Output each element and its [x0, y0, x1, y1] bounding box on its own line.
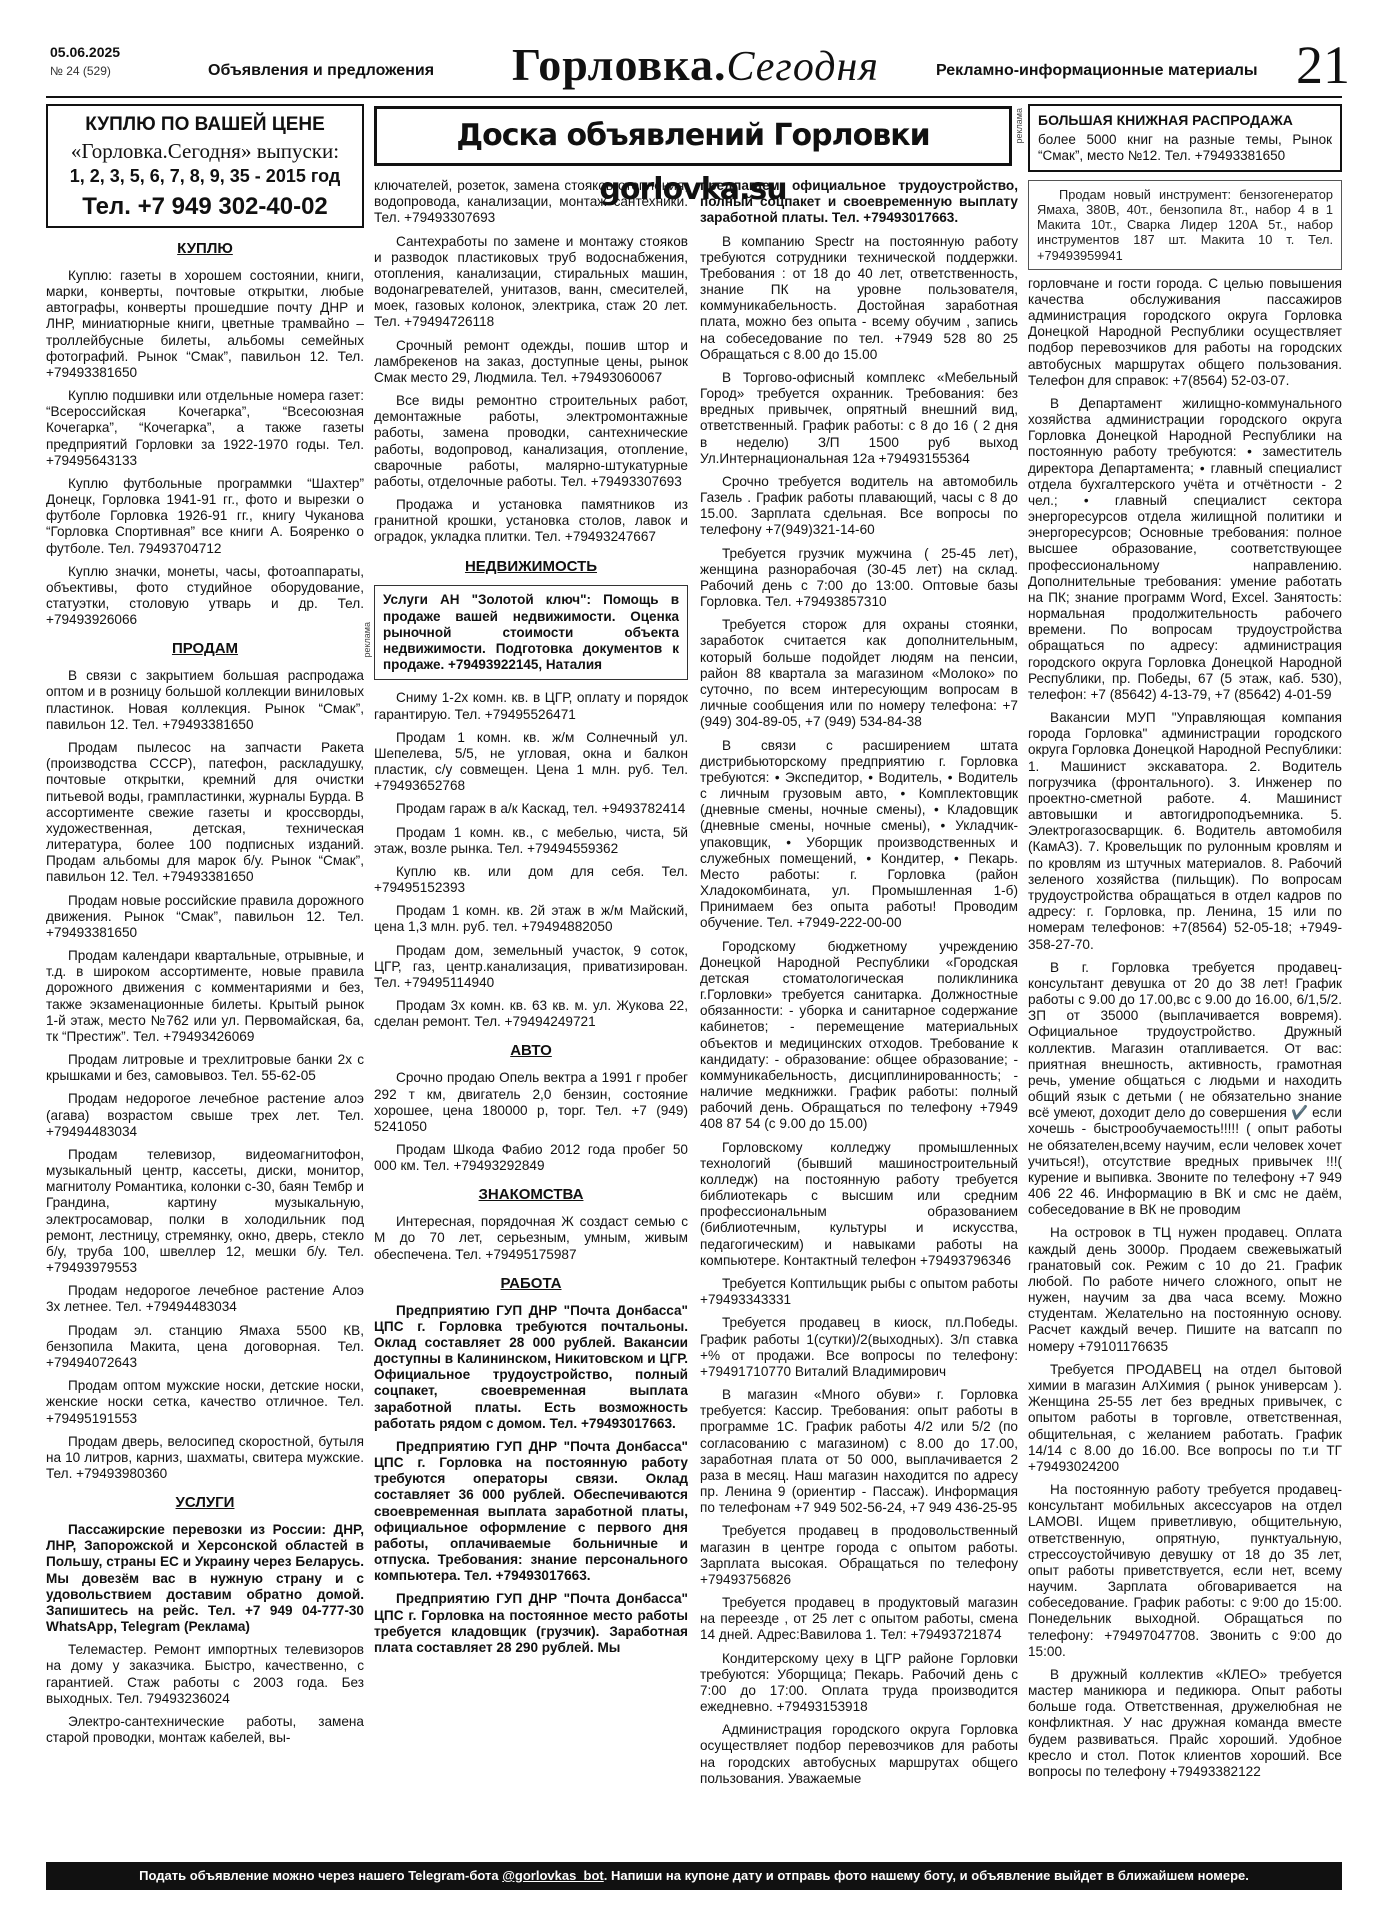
buy-box-phone: Тел. +7 949 302-40-02 — [82, 193, 328, 220]
ad-item-featured: Предприятию ГУП ДНР "Почта Донбасса" ЦПС г. Горловка на постоянную работу требуются операторы связи. Оклад составляет 36 000 рублей. Обеспечиваются своевременная выплата заработной платы, официальное оформление с первого дня работы, оплачиваемые больничные и отпуска. Требования: знание персонального компьютера. Тел. +79493017663. — [374, 1438, 688, 1584]
ad-item: Требуется продавец в продовольственный магазин в центре города с опытом работы. Зарплата высокая. Обращаться по телефону +79493756826 — [700, 1523, 1018, 1587]
section-left-title: Объявления и предложения — [208, 62, 435, 79]
heading-sell: ПРОДАМ — [171, 640, 239, 658]
ad-item: Продам недорогое лечебное растение Алоэ 3х летнее. Тел. +79494483034 — [46, 1283, 364, 1315]
ad-item: Горловскому колледжу промышленных технологий (бывший машиностроительный колледж) на постоянную работу требуется библиотекарь с высшим или средним профессиональным образованием (библиотечным, культуры и искусства, педагогическим) и навыками работы на компьютере. Контактный телефон +79493796346 — [700, 1139, 1018, 1268]
ad-item: Сниму 1-2х комн. кв. в ЦГР, оплату и порядок гарантирую. Тел. +79495526471 — [374, 690, 688, 722]
ad-item: Продам 3х комн. кв. 63 кв. м. ул. Жукова 22, сделан ремонт. Тел. +79494249721 — [374, 998, 688, 1030]
ad-item: Требуется грузчик мужчина ( 25-45 лет), женщина разнорабочая (30-45 лет) на склад. Рабочий день с 7:00 до 13:00. Оптовые базы Горловка. Тел. +79493857310 — [700, 545, 1018, 610]
book-sale-text: более 5000 книг на разные темы, Рынок “Смак”, место №12. Тел. +79493381650 — [1038, 131, 1332, 163]
ad-item: Требуется Коптильщик рыбы с опытом работы +79493343331 — [700, 1276, 1018, 1308]
ad-item: В связи с закрытием большая распродажа оптом и в розницу большой коллекции виниловых пластинок. Новая коллекция. Рынок “Смак”, павильон 12. Тел. +79493381650 — [46, 668, 364, 732]
footer-text-post: . Напиши на купоне дату и отправь фото нашему боту, и объявление выйдет в ближайшем номере. — [603, 1868, 1249, 1883]
section-right-title: Рекламно-информационные материалы — [936, 62, 1258, 79]
page-number: 21 — [1296, 35, 1350, 95]
ad-item: Электро-сантехнические работы, замена старой проводки, монтаж кабелей, вы- — [46, 1713, 364, 1746]
ad-item: Сантехработы по замене и монтажу стояков и разводок пластиковых труб водоснабжения, отопления, канализации, стиральных машин, водонагревателей, унитазов, ванн, смесителей, моек, газовых колонок, электрика, стаж 20 лет. Тел. +79494726118 — [374, 233, 688, 330]
ad-item: Куплю: газеты в хорошем состоянии, книги, марки, конверты, почтовые открытки, любые автографы, конверты прошедшие почту ДНР и ЛНР, миниатюрные книги, цветные трамвайно – троллейбусные билеты, альбомы семейных фотографий. Рынок “Смак”, павильон 12. Тел. +79493381650 — [46, 267, 364, 380]
ad-item: Куплю кв. или дом для себя. Тел. +79495152393 — [374, 863, 688, 896]
footer-text-pre: Подать объявление можно через нашего Telegram-бота — [139, 1868, 503, 1883]
banner-ad-tag: реклама — [1014, 108, 1024, 144]
ad-item: В г. Горловка требуется продавец-консультант девушка от 20 до 38 лет! График работы с 9.00 до 17.00,вс с 9.00 до 16.00, 6/1,5/2. ЗП от 35000 (выплачивается вовремя). Официальное трудоустройство. Дружный коллектив. Магазин отапливается. От вас: приятная внешность, активность, грамотная речь, умение общаться с людьми и находить общий язык с детьми ( не обязательно знание всё умеют, доходит дело до совершения ✔️ если хочешь - быстрообучаемость!!!!! ( опыт работы не обязателен,всему научим, если человек хочет учиться!), отсутствие вредных привычек !!!( курение и выпивка. Звоните по телефону +7 949 406 22 46. Информацию в ВК и смс не даём, собеседование в ВК не проводим — [1028, 959, 1342, 1218]
ad-item: Требуется сторож для охраны стоянки, заработок считается как дополнительным, который больше подойдет людям на пенсии, район 88 квартала за магазином «Молоко» по суточно, по всем интересующим вопросам в личные сообщения или по номеру телефона: +7 (949) 304-89-05, +7 (949) 534-84-38 — [700, 617, 1018, 730]
heading-work: РАБОТА — [500, 1274, 562, 1292]
ad-item: Продам Шкода Фабио 2012 года пробег 50 000 км. Тел. +79493292849 — [374, 1142, 688, 1174]
ad-item-featured: предлагаем официальное трудоустройство, полный соцпакет и своевременную выплату заработной платы. Тел. +79493017663. — [700, 178, 1018, 226]
ad-item: Срочный ремонт одежды, пошив штор и ламбрекенов на заказ, доступные цены, рынок Смак место 29, Людмила. Тел. +79493060067 — [374, 337, 688, 385]
ad-item: Продам 1 комн. кв. 2й этаж в ж/м Майский, цена 1,3 млн. руб. тел. +79494882050 — [374, 903, 688, 935]
heading-buy: КУПЛЮ — [177, 240, 233, 257]
ad-item: В Торгово-офисный комплекс «Мебельный Город» требуется охранник. Требования: без вредных привычек, опрятный внешний вид, ответственный. График работы: с 8 до 16 ( 2 дня в неделю) З/П 1500 руб выход Ул.Интернациональная 12а +79493155364 — [700, 369, 1018, 466]
ad-item: Требуется ПРОДАВЕЦ на отдел бытовой химии в магазин АлХимия ( рынок универсам ). Женщина 25-55 лет без вредных привычек, с опытом работы в торговле, ответственная, общительная, с желанием работать. График 14/14 с 8.00 до 16.00. Все вопросы по т.и ТГ +79493024200 — [1028, 1361, 1342, 1474]
ad-item: На островок в ТЦ нужен продавец. Оплата каждый день 3000р. Продаем свежевыжатый гранатовый сок. Режим с 10 до 21. График любой. По работе ничего сложного, опыт не нужен, научим за два часа всему. Можно студентам. Желательно на постоянную основу. Расчет каждый вечер. Пишите на ватсапп по номеру +79101176635 — [1028, 1225, 1342, 1354]
ad-item: Вакансии МУП "Управляющая компания города Горловка" администрации городского округа Горловка Донецкой Народной Республики: 1. Машинист экскаватора. 2. Водитель погрузчика (фронтального). 3. Инженер по проектно-сметной работе. 4. Машинист автовышки и автогидроподъемника. 5. Электрогазосварщик. 6. Водитель автомобиля (КамАЗ). 7. Кровельщик по рулонным кровлям и по кровлям из штучных материалов. 8. Рабочий зеленого хозяйства (пильщик). По вопросам трудоустройства обращаться в отдел кадров по адресу: г. Горловка, пр. Ленина, 15 или по номерам телефонов: +7(8564) 52-05-18; +7949-358-27-70. — [1028, 710, 1342, 952]
ad-item: Куплю футбольные программки “Шахтер” Донецк, Горловка 1941-91 гг., фото и вырезки о футболе Горловка 1926-91 гг., книгу Чуканова “Горловка Спортивная” все книги А. Бояренко о футболе. Тел. 79493704712 — [46, 475, 364, 556]
column-2 — [374, 178, 688, 1663]
ad-item: В Департамент жилищно-коммунального хозяйства администрации городского округа Горловка Донецкой Народной Республики на постоянную работу требуются: • заместитель директора Департамента; • главный специалист отдела бухгалтерского учёта и отчётности - 2 чел.; • главный специалист сектора энергоресурсов отдела жилищной политики и энергоресурсов; Основные требования: полное высшее образование, соответствующее профессиональному направлению. Дополнительные требования: умение работать на ПК; знание программ Word, Excel. Занятость: нормальная продолжительность рабочего времени. По вопросам трудоустройства обращаться по адресу: администрация городского округа Горловка Донецкой Народной Республики, пр. Победы, 67 (5 этаж, каб. 530), телефон: +7 (85642) 4-13-79, +7 (85642) 4-01-59 — [1028, 395, 1342, 702]
ad-item: Продам новые российские правила дорожного движения. Рынок “Смак”, павильон 12. Тел. +79493381650 — [46, 892, 364, 940]
column-3 — [700, 178, 1018, 1794]
ad-item: Продам дверь, велосипед скоростной, бутыля на 10 литров, карниз, шахматы, свитера мужские. Тел. +79493980360 — [46, 1433, 364, 1482]
ad-item-featured: Предприятию ГУП ДНР "Почта Донбасса" ЦПС г. Горловка на постоянное место работы требуется кладовщик (грузчик). Заработная плата составляет 28 290 рублей. Мы — [374, 1591, 688, 1655]
book-sale-title: БОЛЬШАЯ КНИЖНАЯ РАСПРОДАЖА — [1038, 112, 1293, 128]
ad-item: Продам недорогое лечебное растение алоэ (агава) возрастом свыше трех лет. Тел. +79494483034 — [46, 1091, 364, 1139]
ad-item: Продам дом, земельный участок, 9 соток, ЦГР, газ, центр.канализация, приватизирован. Тел. +79495114940 — [374, 942, 688, 990]
logo-script: Сегодня — [726, 44, 879, 90]
ad-item: Администрация городского округа Горловка осуществляет подбор перевозчиков для работы на городских автобусных маршрутах общего пользования. Уважаемые — [700, 1722, 1018, 1786]
ad-item: В компанию Spectr на постоянную работу требуются сотрудники технической поддержки. Требования : от 18 до 40 лет, ответственность, знание ПК на уровне пользователя, коммуникабельность. Достойная заработная плата, можно без опыта - всему обучим , запись на собеседование по тел. +7949 528 80 25 Обращаться с 8.00 до 15.00 — [700, 233, 1018, 362]
ad-item: Кондитерскому цеху в ЦГР районе Горловки требуются: Уборщица; Пекарь. Рабочий день с 7:00 до 17:00. Оплата труда производится ежедневно. +79493153918 — [700, 1650, 1018, 1715]
ad-item: Интересная, порядочная Ж создаст семью с М до 70 лет, серьезным, умным, живым обеспечена. Тел. +79495175987 — [374, 1214, 688, 1262]
column-1 — [46, 104, 364, 1753]
heading-auto: АВТО — [510, 1042, 552, 1060]
ad-item: Продам эл. станцию Ямаха 5500 КВ, бензопила Макита, цена договорная. Тел. +79494072643 — [46, 1322, 364, 1370]
column-4 — [1028, 104, 1342, 1787]
ad-item: Продажа и установка памятников из гранитной крошки, установка столов, лавок и оградок, укладка плитки. Тел. +79493247667 — [374, 497, 688, 545]
buy-issues-box — [46, 104, 364, 228]
heading-dating: ЗНАКОМСТВА — [478, 1186, 584, 1204]
ad-item: Продам оптом мужские носки, детские носки, женские носки сетка, качество отличное. Тел. +79495191553 — [46, 1378, 364, 1426]
ad-item: На постоянную работу требуется продавец-консультант мобильных аксессуаров на отдел LAMOBI. Ищем приветливую, общительную, ответственную, опрятную, пунктуальную, стрессоустойчивую девушку от 18 до 35 лет, опыт работы приветствуется, если нет, всему научим. Зарплата обговаривается на собеседование. График работы: с 9:00 до 15:00. Понедельник выходной. Обращаться по телефону: +79497047708. Звонить с 9:00 до 15:00. — [1028, 1482, 1342, 1659]
newspaper-logo — [512, 38, 879, 91]
ad-item: Городскому бюджетному учреждению Донецкой Народной Республики «Городская детская стоматологическая поликлиника г.Горловки» требуется санитарка. Должностные обязанности: - уборка и санитарное содержание кабинетов; - перемещение материальных объектов и медицинских отходов. Требование к кандидату: - образование: общее образование; - коммуникабельность, дисциплинированность; - наличие медкнижки. График работы: полный рабочий день. Обращаться по телефону +7949 408 87 54 (с 9.00 до 15.00) — [700, 938, 1018, 1132]
ad-item: Продам литровые и трехлитровые банки 2х с крышками и без, самовывоз. Тел. 55-62-05 — [46, 1052, 364, 1084]
heading-realty: НЕДВИЖИМОСТЬ — [464, 557, 598, 575]
ad-item: Срочно продаю Опель вектра а 1991 г пробег 292 т км, двигатель 2,0 бензин, состояние хорошее, цена 180000 р, торг. Тел. +7 (949) 5241050 — [374, 1070, 688, 1134]
buy-box-subtitle: «Горловка.Сегодня» выпуски: — [70, 138, 340, 163]
tools-sale-box: Продам новый инструмент: бензогенератор Ямаха, 380В, 40т., бензопила 8т., набор 4 в 1 Макита 10т., Сварка Лидер 120А 5т., набор инструментов 187 шт. Макита 10 т. Тел. +79493959941 — [1028, 180, 1342, 269]
ad-item: Требуется продавец в киоск, пл.Победы. График работы 1(сутки)/2(выходных). З/п ставка +% от продажи. Все вопросы по телефону: +79491710770 Виталий Владимирович — [700, 1315, 1018, 1379]
buy-box-issues: 1, 2, 3, 5, 6, 7, 8, 9, 35 - 2015 год — [69, 165, 341, 186]
issue-number: № 24 (529) — [50, 64, 111, 78]
ad-item: Все виды ремонтно строительных работ, демонтажные работы, электромонтажные работы, замена проводки, сантехнические работы, водопровод, канализация, отопление, сварочные работы, малярно-штукатурные работы, отделочные работы. Тел. +79493307693 — [374, 393, 688, 489]
ad-item: Срочно требуется водитель на автомобиль Газель . График работы плавающий, часы с 8 до 15.00. Зарплата сдельная. Все вопросы по телефону +7(949)321-14-60 — [700, 473, 1018, 538]
ad-item: Продам телевизор, видеомагнитофон, музыкальный центр, кассеты, диски, монитор, магнитолу Романтика, колонки с-30, баян Тембр и Грандина, картину музыкальную, электросамовар, полки в холодильник под ремонт, лестницу, стремянку, окно, дверь, стекло б/у, труба 100, швеллер 12, мешки б/у. Тел. +79493979553 — [46, 1146, 364, 1276]
footer-telegram-bar — [46, 1862, 1342, 1890]
ad-item-featured: Пассажирские перевозки из России: ДНР, ЛНР, Запорожской и Херсонской областей в Польшу, страны ЕС и Украину через Беларусь. Мы довезём вас в нужную страну и с удовольствием доставим обратно домой. Запишитесь на рейс. Тел. +7 949 04-777-30 WhatsApp, Telegram (Реклама) — [46, 1522, 364, 1635]
ad-item-featured: Предприятию ГУП ДНР "Почта Донбасса" ЦПС г. Горловка требуются почтальоны. Оклад составляет 28 000 рублей. Вакансии доступны в Калининском, Никитовском и ЦГР. Официальное трудоустройство, полный соцпакет, своевременная выплата заработной платы. Есть возможность работать рядом с домом. Тел. +79493017663. — [374, 1302, 688, 1431]
buy-box-title: КУПЛЮ ПО ВАШЕЙ ЦЕНЕ — [85, 114, 325, 135]
ad-item: Телемастер. Ремонт импортных телевизоров на дому у заказчика. Быстро, качественно, с гарантией. Стаж работы с 2003 года. Без выходных. Тел. 79493236024 — [46, 1642, 364, 1706]
ad-item: Продам 1 комн. кв. ж/м Солнечный ул. Шепелева, 5/5, не угловая, окна и балкон пластик, с/у совмещен. Цена 1 млн. руб. Тел. +79493652768 — [374, 729, 688, 794]
ad-item: Продам пылесос на запчасти Ракета (производства СССР), патефон, раскладушку, почтовые открытки, кремний для очистки питьевой воды, грампластинки, журналы Бурда. В ассортименте свежие газеты и кроссворды, художественная, детская, техническая литература, более 100 подписных изданий. Продам альбомы для марок б/у. Рынок “Смак”, павильон 12. Тел. +79493381650 — [46, 739, 364, 885]
ad-item: Куплю подшивки или отдельные номера газет: “Всероссийская Кочегарка”, “Всесоюзная Кочегарка”, “Кочегарка”, а также газеты предприятий Горловки за 1922-1970 годы. Тел. +79495643133 — [46, 388, 364, 468]
ad-item: В дружный коллектив «КЛЕО» требуется мастер маникюра и педикюра. Опыт работы больше года. Ответственная, дружелюбная не конфликтная. У нас дружная команда вместе будем развиваться. Прайс хороший. Удобное кресло и стол. Поток клиентов хороший. Все вопросы по телефону +79493382122 — [1028, 1666, 1342, 1779]
book-sale-box — [1028, 104, 1342, 172]
ad-item: Продам календари квартальные, отрывные, и т.д. в широком ассортименте, новые правила дорожного движения с комментариями и без, также экзаменационные билеты. Крытый рынок 1-й этаж, место №762 или ул. Первомайская, 6а, тк “Престиж”. Тел. +79493426069 — [46, 948, 364, 1044]
ad-item: горловчане и гости города. С целью повышения качества обслуживания пассажиров администрация городского округа Горловка Донецкой Народной Республики осуществляет подбор перевозчиков для работы на городских автобусных маршрутах общего пользования. Телефон для справок: +7(8564) 52-03-07. — [1028, 275, 1342, 388]
heading-services: УСЛУГИ — [175, 1494, 235, 1512]
board-banner: Доска объявлений Горловки gorlovka.su — [374, 106, 1012, 166]
issue-date: 05.06.2025 — [50, 44, 121, 60]
logo-main: Горловка. — [512, 39, 727, 90]
realty-agency-box: Услуги АН "Золотой ключ": Помощь в продаже вашей недвижимости. Оценка рыночной стоимости объекта недвижимости. Подготовка документов к продаже. +79493922145, Наталия — [374, 585, 688, 680]
ad-item: Куплю значки, монеты, часы, фотоаппараты, объективы, фото студийное оборудование, статуэтки, столовую утварь и др. Тел. +79493926066 — [46, 563, 364, 628]
header-rule — [46, 96, 1342, 98]
ad-item: Продам гараж в а/к Каскад, тел. +9493782414 — [396, 801, 686, 817]
realty-ad-tag: реклама — [362, 622, 372, 658]
ad-item: ключателей, розеток, замена стояков отопления, водопровода, канализации, монтаж сантехники. Тел. +79493307693 — [374, 178, 688, 226]
ad-item: Продам 1 комн. кв., с мебелью, чиста, 5й этаж, возле рынка. Тел. +79494559362 — [374, 824, 688, 856]
ad-item: В связи с расширением штата дистрибьюторскому предприятию г. Горловка требуются: • Экспедитор, • Водитель, • Водитель с личным грузовым авто, • Комплектовщик (дневные смены, ночные смены), • Кладовщик (дневные смены, ночные смены), • Укладчик-упаковщик, • Уборщик производственных и служебных помещений, • Кондитер, • Пекарь. Место работы: г. Горловка (район Хладокомбината, ул. Промышленная 1-б) Принимаем без опыта работы! Проводим обучение. Тел. +7949-222-00-00 — [700, 737, 1018, 931]
ad-item: Требуется продавец в продуктовый магазин на переезде , от 25 лет с опытом работы, смена 14 дней. Адрес:Вавилова 1. Тел: +79493721874 — [700, 1595, 1018, 1643]
ad-item: В магазин «Много обуви» г. Горловка требуется: Кассир. Требования: опыт работы в программе 1С. График работы 4/2 или 5/2 (по согласованию с магазином) с 8.00 до 17.00, заработная плата от 50 000, выплачивается 2 раза в месяц. Наш магазин находится по адресу пр. Ленина 9 (ориентир - Пассаж). Информация по телефонам +7 949 502-56-24, +7 949 436-25-95 — [700, 1387, 1018, 1516]
telegram-bot-link[interactable]: @gorlovkas_bot — [502, 1868, 604, 1883]
